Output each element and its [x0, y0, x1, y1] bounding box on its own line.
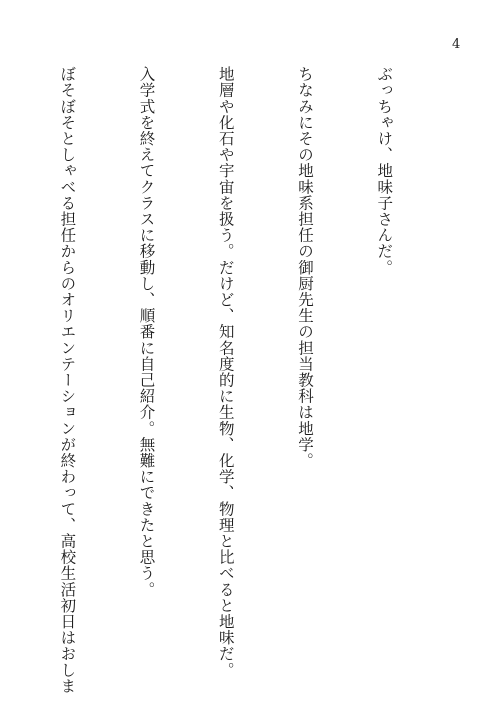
text-line: 入学式を終えてクラスに移動し、順番に自己紹介。無難にできたと思う。	[137, 66, 156, 598]
text-line: 地層や化石や宇宙を扱う。だけど、知名度的に生物、化学、物理と比べると地味だ。	[216, 66, 235, 678]
text-line	[0, 66, 1, 681]
text-line: ちなみにその地味系担任の御厨先生の担当教科は地学。	[295, 66, 314, 469]
text-line: ぶっちゃけ、地味子さんだ。	[375, 66, 394, 276]
text-line: ぼそぼそとしゃべる担任からのオリエンテーションが終わって、高校生活初日はおしま	[58, 66, 77, 694]
page-number: 4	[452, 37, 461, 52]
vertical-text-body	[0, 66, 450, 694]
